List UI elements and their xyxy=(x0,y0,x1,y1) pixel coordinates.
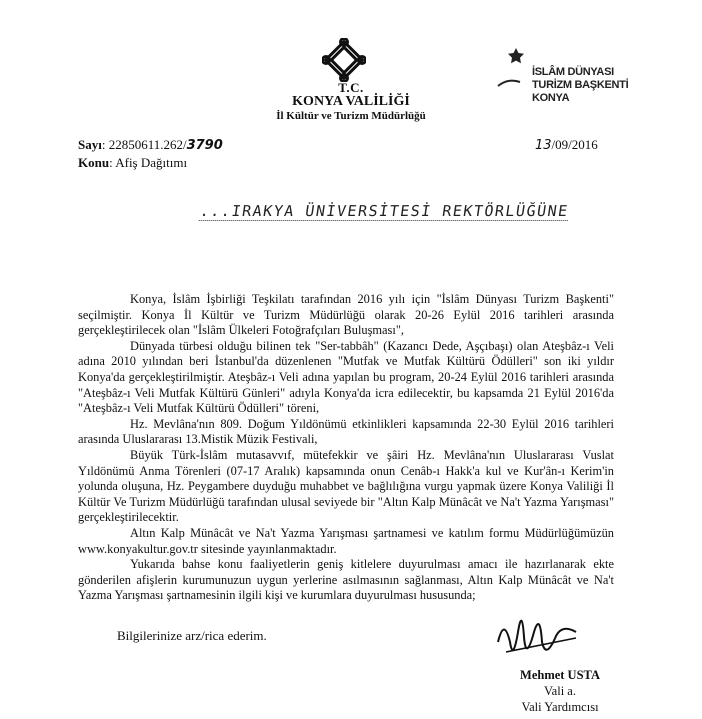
paragraph: Dünyada türbesi olduğu bilinen tek "Ser-tabbâh" (Kazancı Dede, Aşçıbaşı) olan Ateşbâz-ı Veli adına 2010 yılından beri İstanbul'da düzenlenen "Mutfak ve Mutfak Kültürü Ödülleri" son iki yıldır Konya'da gerçekleştirilmiştir. Ateşbâz-ı Veli adına yapılan bu program, 20-24 Eylül 2016 tarihleri arasında "Ateşbâz-ı Veli Mutfak Kültürü Günleri" adıyla Konya'da icra edilecektir, bu kapsamda 21 Eylül 2016'da "Ateşbâz-ı Veli Mutfak Kültürü Ödülleri" töreni, xyxy=(78,338,614,416)
konu-label: Konu xyxy=(78,155,110,170)
header-tc: T.C. xyxy=(338,80,364,95)
sayi-handwritten: 3790 xyxy=(186,138,223,153)
logo-line-1: İSLÂM DÜNYASI xyxy=(532,66,614,78)
knot-emblem-icon xyxy=(322,38,366,82)
header-governorship: KONYA VALİLİĞİ xyxy=(292,94,410,109)
header-directorate: İl Kültür ve Turizm Müdürlüğü xyxy=(276,110,426,122)
paragraph: Hz. Mevlâna'nın 809. Doğum Yıldönümü etkinlikleri kapsamında 22-30 Eylül 2016 tarihleri arasında Uluslararası 13.Mistik Müzik Festivali, xyxy=(78,416,614,447)
letter-body xyxy=(78,292,614,604)
subject-line xyxy=(78,155,187,171)
paragraph: Büyük Türk-İslâm mutasavvıf, mütefekkir ve şâiri Hz. Mevlâna'nın Uluslararası Vuslat Yıldönümü Anma Törenleri (07-17 Aralık) kapsamında onun Cenâb-ı Hakk'a kul ve Kur'ân-ı Kerim'in yolunda oluşuna, Hz. Peygambere duyduğu muhabbet ve bağlılığına vurgu yapmak üzere Konya Valiliği İl Kültür Ve Turizm Müdürlüğü tarafından ulusal seviyede bir "Altın Kalp Münâcât ve Na't Yazma Yarışması" gerçekleştirilecektir. xyxy=(78,447,614,525)
logo-line-2: TURİZM BAŞKENTİ xyxy=(532,79,629,91)
closing-line: Bilgilerinize arz/rica ederim. xyxy=(117,628,267,643)
konu-value: : Afiş Dağıtımı xyxy=(109,155,188,170)
paragraph: Yukarıda bahse konu faaliyetlerin geniş kitlelere duyurulması amacı ile hazırlanarak ekte gönderilen afişlerin kurumunuzun uygun yerlerine asılmasının sağlanması, Altın Kalp Münâcât ve Na't Yazma Yarışması şartnamesinin ilgili kişi ve kurumlara duyurulması hususunda; xyxy=(78,557,614,603)
logo-line-3: KONYA xyxy=(532,92,570,104)
sayi-label: Sayı xyxy=(78,137,102,152)
signer-block xyxy=(505,667,615,715)
paragraph: Konya, İslâm İşbirliği Teşkilatı tarafından 2016 yılı için "İslâm Dünyası Turizm Başkenti" seçilmiştir. Konya İl Kültür ve Turizm Müdürlüğü olarak 20-26 Eylül 2016 tarihleri arasında gerçekleştirilecek olan "İslâm Ülkeleri Fotoğrafçıları Buluşması", xyxy=(78,292,614,338)
document-date xyxy=(535,137,598,153)
signer-title-2: Vali Yardımcısı xyxy=(521,700,599,714)
date-handwritten: 13 xyxy=(535,138,552,153)
signer-title-1: Vali a. xyxy=(544,684,576,698)
reference-number xyxy=(78,137,223,153)
sayi-number: : 22850611.262/ xyxy=(101,137,187,152)
signer-name: Mehmet USTA xyxy=(520,668,600,682)
recipient-line: ...IRAKYA ÜNİVERSİTESİ REKTÖRLÜĞÜNE xyxy=(198,202,570,220)
logo-text xyxy=(532,66,628,105)
paragraph: Altın Kalp Münâcât ve Na't Yazma Yarışması şartnamesi ve katılım formu Müdürlüğümüzün www.konyakultur.gov.tr sitesinde yayınlanmaktadır. xyxy=(78,525,614,556)
date-printed: /09/2016 xyxy=(551,137,598,152)
